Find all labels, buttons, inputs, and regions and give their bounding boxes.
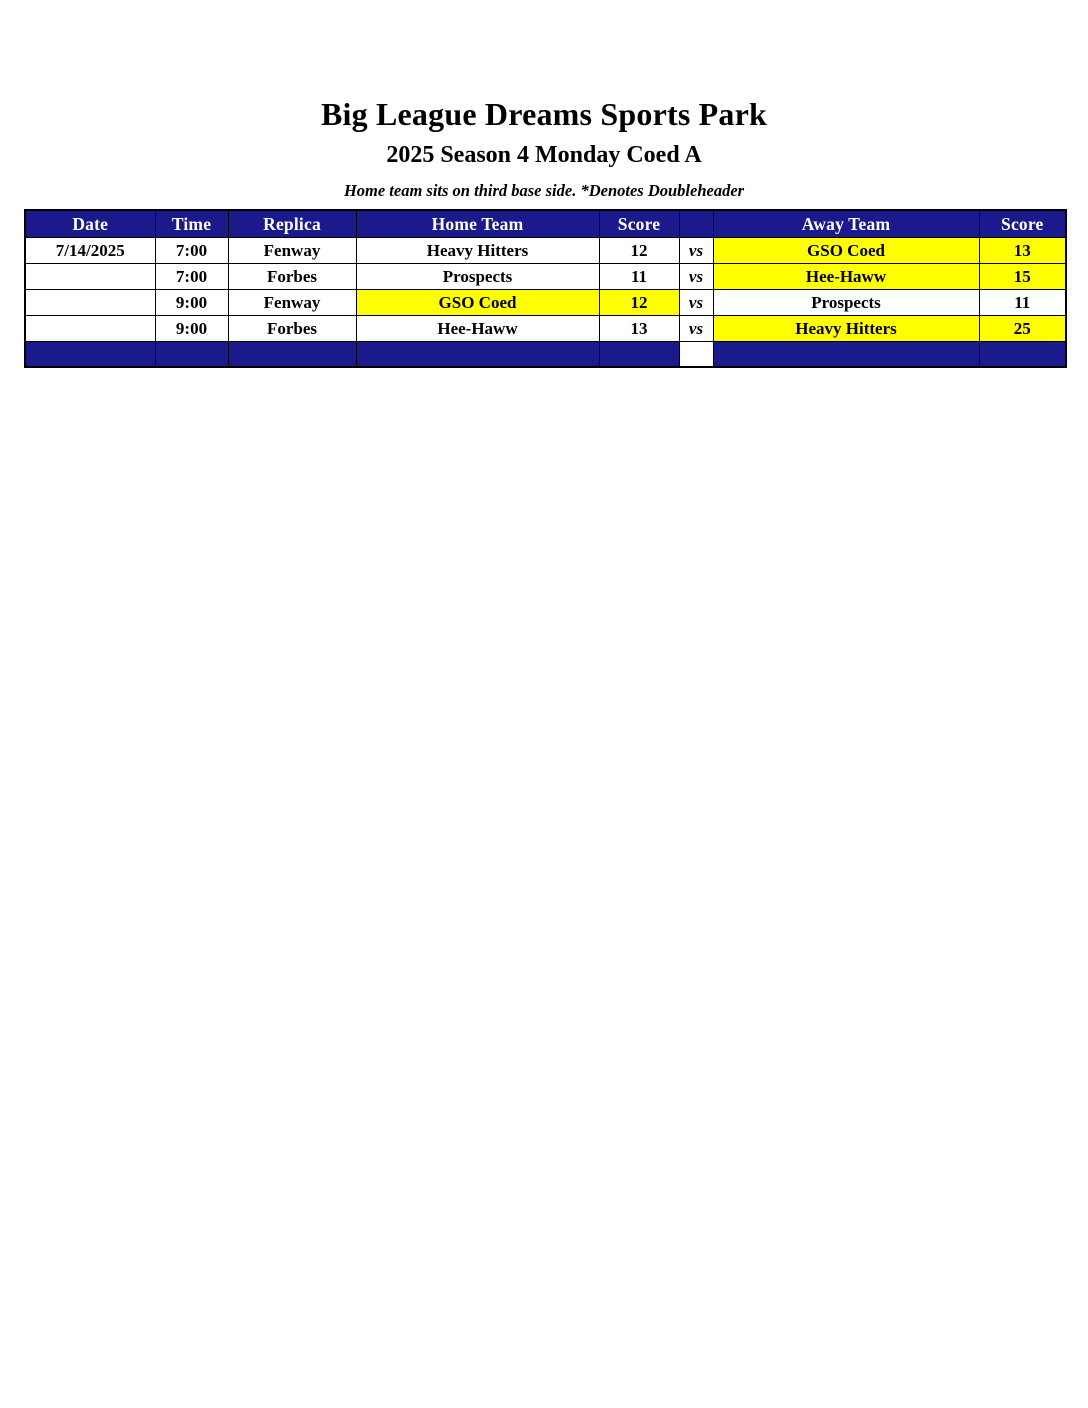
cell-replica: Fenway bbox=[228, 238, 356, 264]
cell-vs: vs bbox=[679, 316, 713, 342]
table-row bbox=[25, 238, 1066, 264]
cell-time: 7:00 bbox=[155, 264, 228, 290]
cell-replica bbox=[228, 342, 356, 368]
cell-time: 7:00 bbox=[155, 238, 228, 264]
cell-replica: Forbes bbox=[228, 264, 356, 290]
cell-home-team: Prospects bbox=[356, 264, 599, 290]
cell-home-team bbox=[356, 342, 599, 368]
page-subtitle: 2025 Season 4 Monday Coed A bbox=[386, 141, 702, 168]
cell-away-score bbox=[979, 342, 1066, 368]
cell-away-team: Heavy Hitters bbox=[713, 316, 979, 342]
column-header-vs bbox=[679, 210, 713, 238]
cell-away-score: 11 bbox=[979, 290, 1066, 316]
table-row-filler bbox=[25, 342, 1066, 368]
column-header-home-score: Score bbox=[599, 210, 679, 238]
cell-vs: vs bbox=[679, 238, 713, 264]
cell-replica: Fenway bbox=[228, 290, 356, 316]
cell-time: 9:00 bbox=[155, 290, 228, 316]
cell-vs bbox=[679, 342, 713, 368]
cell-away-team: GSO Coed bbox=[713, 238, 979, 264]
cell-date: 7/14/2025 bbox=[25, 238, 155, 264]
column-header-replica: Replica bbox=[228, 210, 356, 238]
cell-away-team bbox=[713, 342, 979, 368]
cell-home-team: Hee-Haww bbox=[356, 316, 599, 342]
column-header-home-team: Home Team bbox=[356, 210, 599, 238]
cell-away-score: 15 bbox=[979, 264, 1066, 290]
cell-home-score: 11 bbox=[599, 264, 679, 290]
column-header-date: Date bbox=[25, 210, 155, 238]
cell-home-score: 13 bbox=[599, 316, 679, 342]
cell-home-score: 12 bbox=[599, 290, 679, 316]
column-header-time: Time bbox=[155, 210, 228, 238]
cell-home-score: 12 bbox=[599, 238, 679, 264]
page-note: Home team sits on third base side. *Denotes Doubleheader bbox=[343, 181, 745, 201]
cell-time bbox=[155, 342, 228, 368]
cell-time: 9:00 bbox=[155, 316, 228, 342]
cell-home-score bbox=[599, 342, 679, 368]
table-body bbox=[25, 238, 1066, 368]
column-header-away-team: Away Team bbox=[713, 210, 979, 238]
cell-vs: vs bbox=[679, 264, 713, 290]
cell-replica: Forbes bbox=[228, 316, 356, 342]
cell-away-score: 25 bbox=[979, 316, 1066, 342]
table-header-row bbox=[25, 210, 1066, 238]
cell-date bbox=[25, 290, 155, 316]
column-header-away-score: Score bbox=[979, 210, 1066, 238]
table-row bbox=[25, 316, 1066, 342]
page-title: Big League Dreams Sports Park bbox=[320, 96, 768, 132]
cell-home-team: GSO Coed bbox=[356, 290, 599, 316]
cell-date bbox=[25, 264, 155, 290]
schedule-table-wrapper bbox=[24, 209, 1065, 368]
cell-away-team: Hee-Haww bbox=[713, 264, 979, 290]
cell-date bbox=[25, 342, 155, 368]
cell-date bbox=[25, 316, 155, 342]
table-row bbox=[25, 264, 1066, 290]
schedule-table bbox=[24, 209, 1067, 368]
cell-home-team: Heavy Hitters bbox=[356, 238, 599, 264]
cell-away-team: Prospects bbox=[713, 290, 979, 316]
cell-away-score: 13 bbox=[979, 238, 1066, 264]
cell-vs: vs bbox=[679, 290, 713, 316]
table-row bbox=[25, 290, 1066, 316]
title-block bbox=[0, 0, 1088, 201]
